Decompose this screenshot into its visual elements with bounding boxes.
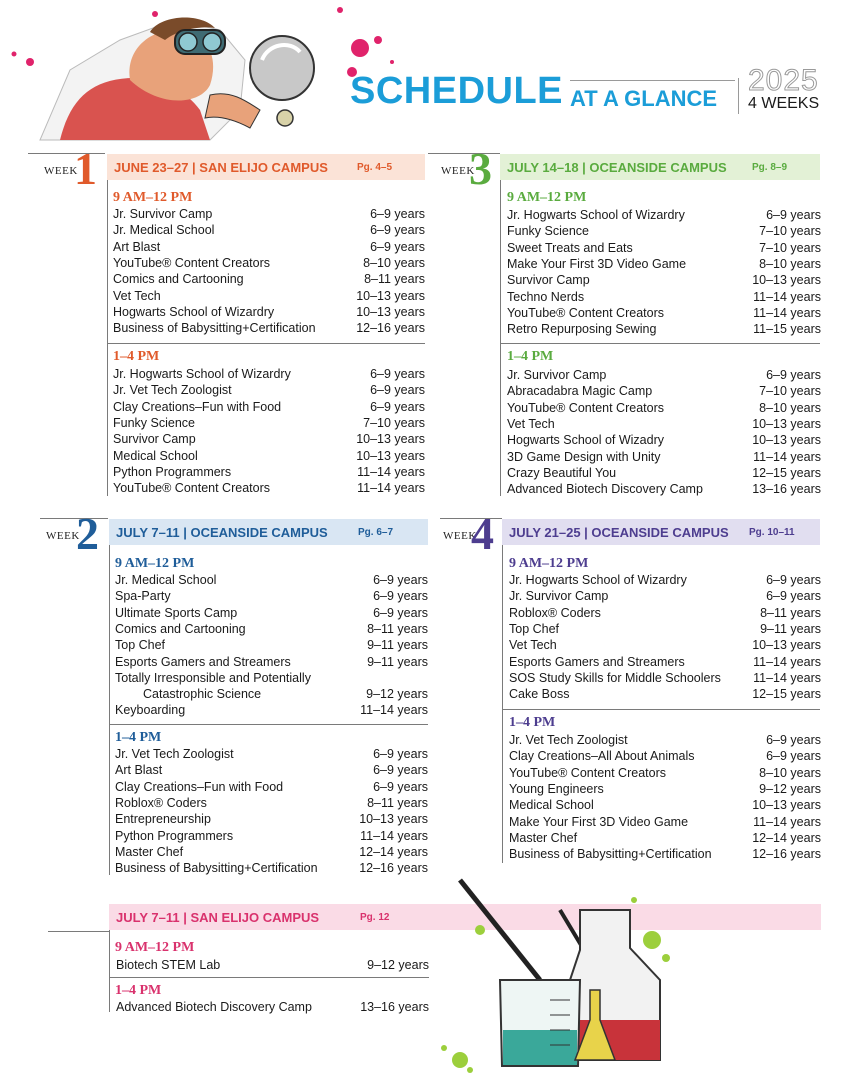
list-item-ages: 9–11 years	[367, 638, 428, 653]
list-item-ages: 10–13 years	[752, 798, 821, 813]
list-item: Hogwarts School of Wizardry	[113, 304, 275, 319]
biotech-vline	[109, 930, 110, 1012]
list-item-ages: 11–14 years	[357, 464, 425, 479]
list-item-ages: 10–13 years	[752, 638, 821, 653]
list-item: Advanced Biotech Discovery Camp	[116, 1000, 312, 1014]
list-item: Top Chef	[509, 621, 560, 636]
list-item-ages: 10–13 years	[752, 273, 821, 288]
list-item-ages: 6–9 years	[370, 399, 425, 414]
list-item-ages: 12–16 years	[752, 847, 821, 862]
list-item: Survivor Camp	[507, 273, 590, 288]
biotech-title: JULY 7–11 | SAN ELIJO CAMPUS	[116, 909, 320, 925]
list-item-ages: 6–9 years	[766, 368, 821, 382]
week-2-page: Pg. 6–7	[358, 527, 394, 538]
list-item-ages: 8–11 years	[364, 272, 425, 287]
page-title: SCHEDULE	[350, 70, 564, 112]
week-3-separator	[500, 343, 820, 344]
list-item: YouTube® Content Creators	[509, 765, 666, 780]
week-1-label: WEEK	[44, 165, 78, 177]
list-item: Esports Gamers and Streamers	[115, 654, 291, 669]
list-item: Entrepreneurship	[115, 812, 211, 827]
list-item: Funky Science	[507, 224, 589, 239]
list-item-ages: 6–9 years	[370, 367, 425, 381]
list-item: Business of Babysitting+Certification	[113, 321, 316, 336]
week-3-label: WEEK	[441, 165, 475, 177]
list-item-ages: 7–10 years	[759, 224, 821, 239]
week-4-afternoon-label: 1–4 PM	[509, 715, 556, 730]
list-item: Hogwarts School of Wizadry	[507, 433, 665, 448]
biotech-afternoon-label: 1–4 PM	[115, 983, 162, 998]
list-item-ages: 7–10 years	[759, 240, 821, 255]
lab-glassware-illustration	[430, 870, 680, 1075]
list-item: Medical School	[509, 798, 594, 813]
list-item-ages: 11–14 years	[360, 828, 428, 843]
list-item: Comics and Cartooning	[113, 272, 244, 287]
list-item-ages: 6–9 years	[370, 207, 425, 221]
week-3-page: Pg. 8–9	[752, 162, 788, 173]
week-1-title: JUNE 23–27 | SAN ELIJO CAMPUS	[114, 159, 328, 175]
list-item: Ultimate Sports Camp	[115, 605, 238, 620]
list-item-ages: 11–14 years	[753, 289, 821, 304]
list-item: YouTube® Content Creators	[507, 400, 664, 415]
list-item-ages: 8–10 years	[759, 256, 821, 271]
list-item: Roblox® Coders	[115, 795, 207, 810]
list-item-ages: 6–9 years	[373, 747, 428, 761]
list-item-ages: 10–13 years	[359, 812, 428, 827]
list-item: Roblox® Coders	[509, 605, 601, 620]
list-item: Make Your First 3D Video Game	[507, 256, 687, 271]
list-item-ages: 10–13 years	[356, 432, 425, 447]
list-item-ages: 9–11 years	[367, 654, 428, 669]
week-3-number: 3	[469, 143, 492, 194]
list-item-ages: 10–13 years	[752, 416, 821, 431]
page-subtitle: AT A GLANCE	[570, 86, 718, 111]
list-item: SOS Study Skills for Middle Schoolers	[509, 670, 721, 685]
list-item: Top Chef	[115, 638, 166, 653]
week-2-afternoon-label: 1–4 PM	[115, 730, 162, 745]
list-item-ages: 13–16 years	[360, 1000, 429, 1014]
list-item-ages: 12–14 years	[359, 844, 428, 859]
list-item: Medical School	[113, 448, 198, 463]
list-item: YouTube® Content Creators	[507, 305, 664, 320]
list-item: Python Programmers	[115, 828, 234, 843]
list-item-ages: 7–10 years	[363, 415, 425, 430]
week-3-band	[500, 154, 820, 180]
list-item: Jr. Vet Tech Zoologist	[115, 747, 234, 761]
list-item-ages: 6–9 years	[370, 223, 425, 238]
list-item: Master Chef	[115, 844, 184, 859]
list-item-ages: 6–9 years	[373, 605, 428, 620]
list-item: Jr. Survivor Camp	[507, 368, 607, 382]
list-item-ages: 11–14 years	[753, 305, 821, 320]
biotech-rule	[48, 931, 110, 932]
list-item: Art Blast	[113, 239, 161, 254]
week-1-afternoon-label: 1–4 PM	[113, 349, 160, 364]
week-3-title: JULY 14–18 | OCEANSIDE CAMPUS	[507, 159, 727, 175]
list-item: Make Your First 3D Video Game	[509, 814, 689, 829]
week-4-page: Pg. 10–11	[749, 527, 795, 538]
list-item: 3D Game Design with Unity	[507, 449, 661, 464]
list-item-ages: 9–12 years	[366, 687, 428, 702]
list-item: YouTube® Content Creators	[113, 255, 270, 270]
header-illustration	[0, 0, 400, 150]
list-item: Jr. Medical School	[115, 573, 217, 587]
list-item-ages: 6–9 years	[373, 589, 428, 604]
list-item: Clay Creations–Fun with Food	[115, 779, 284, 794]
list-item: Keyboarding	[115, 703, 186, 718]
list-item-ages: 13–16 years	[752, 482, 821, 497]
list-item-continued: Catastrophic Science	[143, 687, 262, 702]
list-item-ages: 8–10 years	[363, 255, 425, 270]
list-item: Clay Creations–All About Animals	[509, 749, 695, 764]
list-item: Art Blast	[115, 763, 163, 778]
year-label: 2025	[748, 64, 819, 97]
list-item-ages: 12–15 years	[752, 465, 821, 480]
list-item-ages: 11–14 years	[753, 814, 821, 829]
week-1-band	[107, 154, 425, 180]
title-vertical-divider	[738, 78, 739, 114]
list-item-ages: 11–14 years	[753, 449, 821, 464]
week-3-morning-label: 9 AM–12 PM	[507, 190, 587, 205]
list-item-ages: 6–9 years	[370, 383, 425, 398]
list-item: Jr. Survivor Camp	[509, 589, 609, 604]
list-item: Advanced Biotech Discovery Camp	[507, 482, 703, 497]
list-item-ages: 8–11 years	[367, 795, 428, 810]
week-2-separator	[109, 724, 428, 725]
week-3-afternoon-label: 1–4 PM	[507, 349, 554, 364]
list-item: YouTube® Content Creators	[113, 481, 270, 496]
list-item: Spa-Party	[115, 589, 171, 604]
list-item: Jr. Hogwarts School of Wizardry	[509, 573, 687, 587]
week-4-vline	[502, 545, 503, 863]
week-2-title: JULY 7–11 | OCEANSIDE CAMPUS	[116, 524, 328, 540]
week-4-number: 4	[471, 508, 494, 559]
week-4-morning-label: 9 AM–12 PM	[509, 556, 589, 571]
week-2-number: 2	[76, 508, 99, 559]
list-item-ages: 8–10 years	[759, 765, 821, 780]
list-item: Cake Boss	[509, 687, 570, 702]
list-item: Crazy Beautiful You	[507, 465, 617, 480]
list-item-ages: 11–14 years	[360, 703, 428, 718]
list-item: Jr. Hogwarts School of Wizardry	[507, 208, 685, 222]
list-item-ages: 11–14 years	[753, 670, 821, 685]
list-item-ages: 10–13 years	[356, 304, 425, 319]
list-item: Retro Repurposing Sewing	[507, 322, 657, 337]
week-1-separator	[107, 343, 425, 344]
list-item: Survivor Camp	[113, 432, 196, 447]
list-item-ages: 6–9 years	[766, 589, 821, 604]
list-item-ages: 10–13 years	[356, 448, 425, 463]
list-item: Python Programmers	[113, 464, 232, 479]
list-item-ages: 6–9 years	[766, 733, 821, 747]
list-item: Young Engineers	[509, 781, 604, 796]
list-item: Biotech STEM Lab	[116, 958, 221, 972]
week-2-morning-label: 9 AM–12 PM	[115, 556, 195, 571]
list-item-ages: 9–12 years	[759, 781, 821, 796]
week-2-vline	[109, 545, 110, 875]
biotech-separator	[109, 977, 429, 978]
week-3-vline	[500, 180, 501, 496]
list-item-ages: 6–9 years	[373, 763, 428, 778]
list-item-ages: 10–13 years	[752, 433, 821, 448]
list-item-ages: 12–15 years	[752, 687, 821, 702]
duration-label: 4 WEEKS	[748, 95, 820, 112]
list-item: Clay Creations–Fun with Food	[113, 399, 282, 414]
list-item-ages: 6–9 years	[370, 239, 425, 254]
list-item: Comics and Cartooning	[115, 621, 246, 636]
week-1-number: 1	[74, 143, 97, 194]
title-divider	[570, 80, 735, 81]
list-item-ages: 8–10 years	[759, 400, 821, 415]
list-item: Sweet Treats and Eats	[507, 240, 633, 255]
list-item-ages: 6–9 years	[373, 779, 428, 794]
list-item: Jr. Vet Tech Zoologist	[113, 383, 232, 398]
list-item: Abracadabra Magic Camp	[507, 384, 653, 399]
week-1-page: Pg. 4–5	[357, 162, 393, 173]
list-item-ages: 6–9 years	[373, 573, 428, 587]
list-item-ages: 9–12 years	[367, 958, 429, 972]
list-item-ages: 8–11 years	[760, 605, 821, 620]
list-item-ages: 8–11 years	[367, 621, 428, 636]
week-2-band	[109, 519, 428, 545]
week-4-label: WEEK	[443, 530, 477, 542]
week-1-morning-label: 9 AM–12 PM	[113, 190, 193, 205]
list-item: Jr. Medical School	[113, 223, 215, 238]
list-item-ages: 9–11 years	[760, 621, 821, 636]
week-1-vline	[107, 180, 108, 496]
list-item-ages: 6–9 years	[766, 573, 821, 587]
list-item-ages: 7–10 years	[759, 384, 821, 399]
week-4-separator	[502, 709, 820, 710]
list-item: Techno Nerds	[507, 289, 585, 304]
list-item: Totally Irresponsible and Potentially	[115, 670, 311, 685]
list-item: Jr. Survivor Camp	[113, 207, 213, 221]
list-item-ages: 12–16 years	[359, 861, 428, 876]
biotech-morning-label: 9 AM–12 PM	[115, 940, 195, 955]
list-item-ages: 11–15 years	[753, 322, 821, 337]
list-item-ages: 11–14 years	[357, 481, 425, 496]
list-item: Master Chef	[509, 830, 578, 845]
list-item-ages: 12–14 years	[752, 830, 821, 845]
list-item-ages: 6–9 years	[766, 749, 821, 764]
list-item-ages: 6–9 years	[766, 208, 821, 222]
list-item: Jr. Hogwarts School of Wizardry	[113, 367, 291, 381]
list-item: Business of Babysitting+Certification	[509, 847, 712, 862]
list-item: Funky Science	[113, 415, 195, 430]
list-item: Jr. Vet Tech Zoologist	[509, 733, 628, 747]
list-item-ages: 12–16 years	[356, 321, 425, 336]
list-item: Vet Tech	[113, 288, 161, 303]
week-2-label: WEEK	[46, 530, 80, 542]
list-item-ages: 11–14 years	[753, 654, 821, 669]
list-item: Business of Babysitting+Certification	[115, 861, 318, 876]
week-4-title: JULY 21–25 | OCEANSIDE CAMPUS	[509, 524, 729, 540]
week-4-band	[502, 519, 820, 545]
biotech-page: Pg. 12	[360, 912, 390, 923]
list-item: Vet Tech	[507, 416, 555, 431]
list-item: Esports Gamers and Streamers	[509, 654, 685, 669]
list-item-ages: 10–13 years	[356, 288, 425, 303]
list-item: Vet Tech	[509, 638, 557, 653]
